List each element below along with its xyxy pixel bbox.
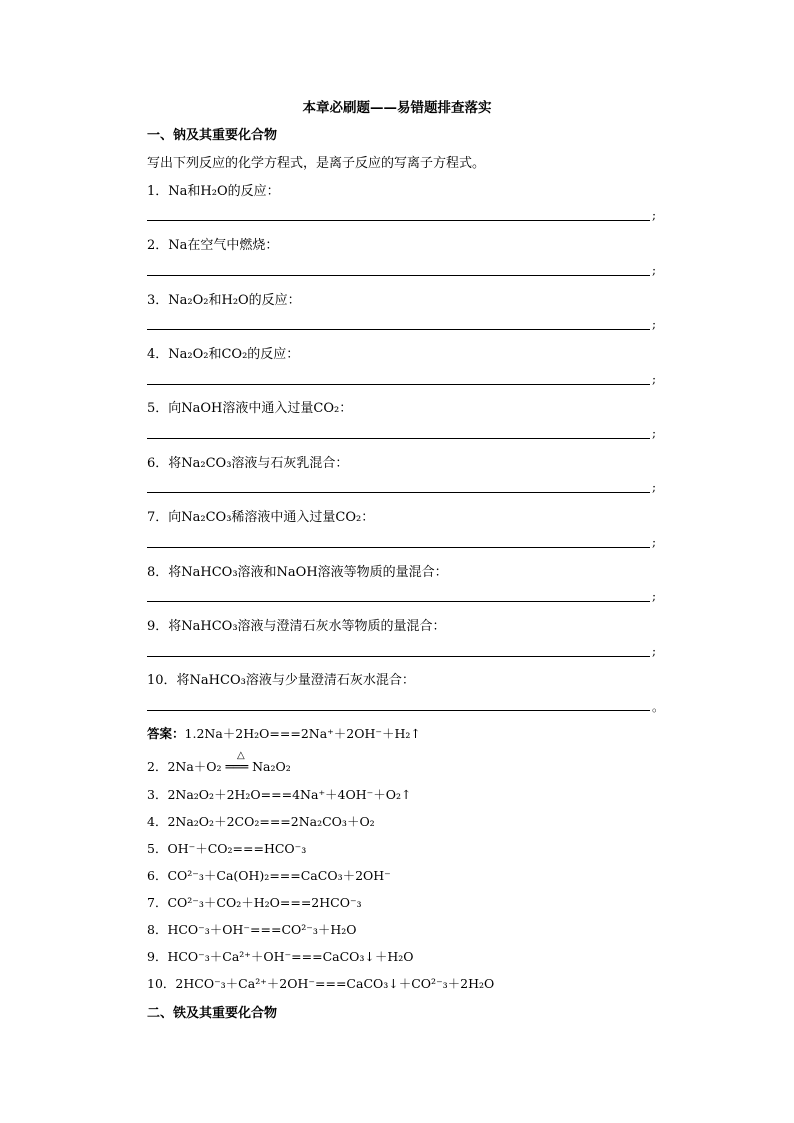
question-5: 5．向NaOH溶液中通入过量CO₂：: [147, 401, 353, 416]
answer-8: 8．HCO⁻₃＋OH⁻===CO²⁻₃＋H₂O: [147, 922, 357, 937]
answer-9: 9．HCO⁻₃＋Ca²⁺＋OH⁻===CaCO₃↓＋H₂O: [147, 949, 414, 964]
answer-10: 10．2HCO⁻₃＋Ca²⁺＋2OH⁻===CaCO₃↓＋CO²⁻₃＋2H₂O: [147, 976, 495, 991]
question-1: 1．Na和H₂O的反应：: [147, 184, 280, 199]
question-3: 3．Na₂O₂和H₂O的反应：: [147, 293, 301, 308]
line-end-mark-10: 。: [652, 700, 665, 714]
answer-line-1: [147, 220, 650, 221]
answer-line-3: [147, 329, 650, 330]
answer-7: 7．CO²⁻₃＋CO₂＋H₂O===2HCO⁻₃: [147, 895, 362, 910]
line-end-mark-4: ;: [652, 372, 657, 386]
section-heading-sodium: 一、钠及其重要化合物: [147, 128, 278, 143]
question-8: 8．将NaHCO₃溶液和NaOH溶液等物质的量混合：: [147, 565, 448, 580]
answer-line-10: [147, 710, 650, 711]
line-end-mark-7: ;: [652, 535, 657, 549]
answer-line-2: [147, 275, 650, 276]
question-2: 2．Na在空气中燃烧：: [147, 238, 279, 253]
line-end-mark-1: ;: [652, 208, 657, 222]
answer-label: 答案：: [147, 726, 185, 741]
answer-3: 3．2Na₂O₂＋2H₂O===4Na⁺＋4OH⁻＋O₂↑: [147, 787, 412, 802]
line-end-mark-2: ;: [652, 263, 657, 277]
answer-line-4: [147, 384, 650, 385]
line-end-mark-3: ;: [652, 317, 657, 331]
answer-6: 6．CO²⁻₃＋Ca(OH)₂===CaCO₃＋2OH⁻: [147, 868, 391, 883]
line-end-mark-6: ;: [652, 480, 657, 494]
answer-4: 4．2Na₂O₂＋2CO₂===2Na₂CO₃＋O₂: [147, 814, 375, 829]
question-4: 4．Na₂O₂和CO₂的反应：: [147, 347, 300, 362]
page-title: 本章必刷题——易错题排查落实: [302, 100, 492, 116]
answer-5: 5．OH⁻＋CO₂===HCO⁻₃: [147, 841, 307, 856]
question-9: 9．将NaHCO₃溶液与澄清石灰水等物质的量混合：: [147, 619, 446, 634]
answer-1: [147, 724, 421, 742]
question-6: 6．将Na₂CO₃溶液与石灰乳混合：: [147, 456, 349, 471]
answer-line-9: [147, 656, 650, 657]
question-7: 7．向Na₂CO₃稀溶液中通入过量CO₂：: [147, 510, 375, 525]
answer-1-text: 1.2Na＋2H₂O===2Na⁺＋2OH⁻＋H₂↑: [184, 726, 421, 741]
answer-line-8: [147, 601, 650, 602]
line-end-mark-9: ;: [652, 644, 657, 658]
answer-2: 2．2Na＋O₂ ═══ Na₂O₂: [147, 759, 291, 774]
answer-line-5: [147, 438, 650, 439]
section-heading-iron: 二、铁及其重要化合物: [147, 1006, 278, 1021]
heat-symbol: △: [237, 750, 245, 761]
answer-line-7: [147, 547, 650, 548]
instruction-text: 写出下列反应的化学方程式，是离子反应的写离子方程式。: [147, 156, 486, 171]
question-10: 10．将NaHCO₃溶液与少量澄清石灰水混合：: [147, 673, 415, 688]
answer-line-6: [147, 492, 650, 493]
line-end-mark-5: ;: [652, 426, 657, 440]
line-end-mark-8: ;: [652, 589, 657, 603]
